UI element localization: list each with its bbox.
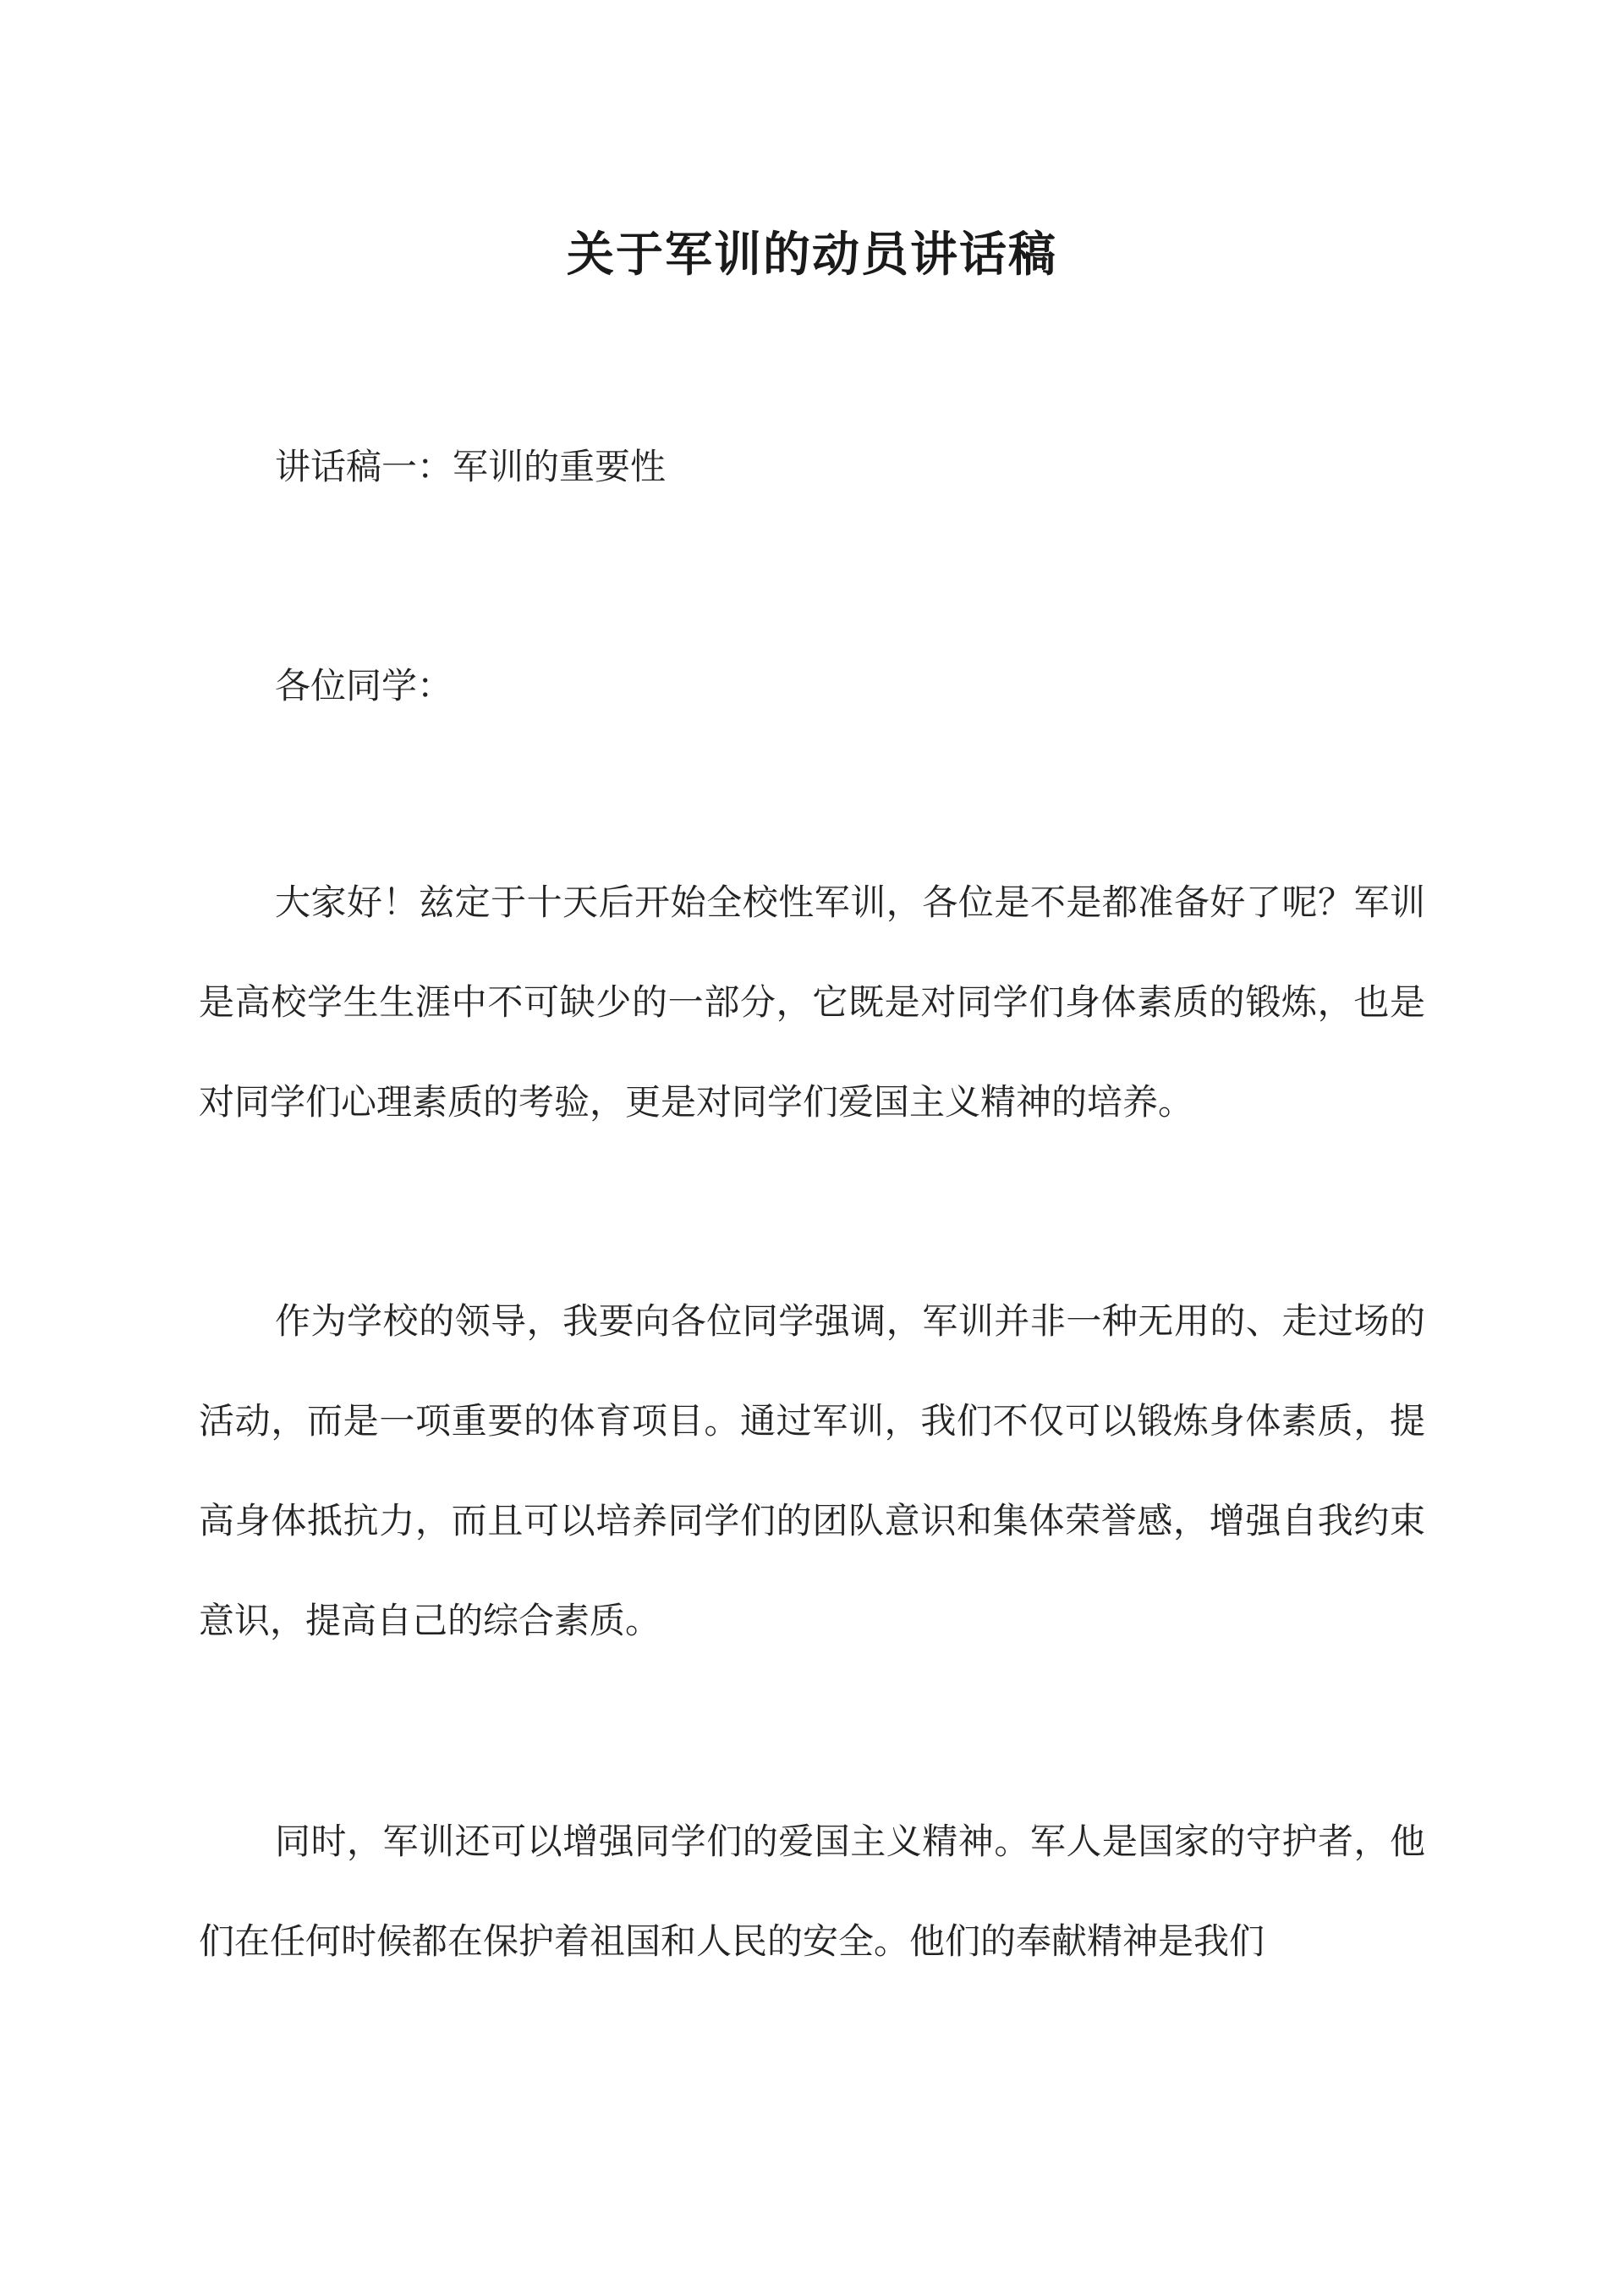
salutation: 各位同学： — [275, 665, 453, 706]
paragraph-patriotism: 同时，军训还可以增强同学们的爱国主义精神。军人是国家的守护者，他们在任何时候都在保护着祖国和人民的安全。他们的奉献精神是我们 — [199, 1821, 1425, 1962]
speech-heading: 讲话稿一：军训的重要性 — [275, 446, 667, 487]
paragraph-importance: 作为学校的领导，我要向各位同学强调，军训并非一种无用的、走过场的活动，而是一项重要的体育项目。通过军训，我们不仅可以锻炼身体素质，提高身体抵抗力，而且可以培养同学们的团队意识和集体荣誉感，增强自我约束意识，提高自己的综合素质。 — [199, 1300, 1425, 1641]
paragraph-intro: 大家好！兹定于十天后开始全校性军训，各位是不是都准备好了呢？军训是高校学生生涯中不可缺少的一部分，它既是对同学们身体素质的锻炼，也是对同学们心理素质的考验，更是对同学们爱国主义精神的培养。 — [199, 882, 1425, 1123]
document-title: 关于军训的动员讲话稿 — [567, 226, 1057, 283]
